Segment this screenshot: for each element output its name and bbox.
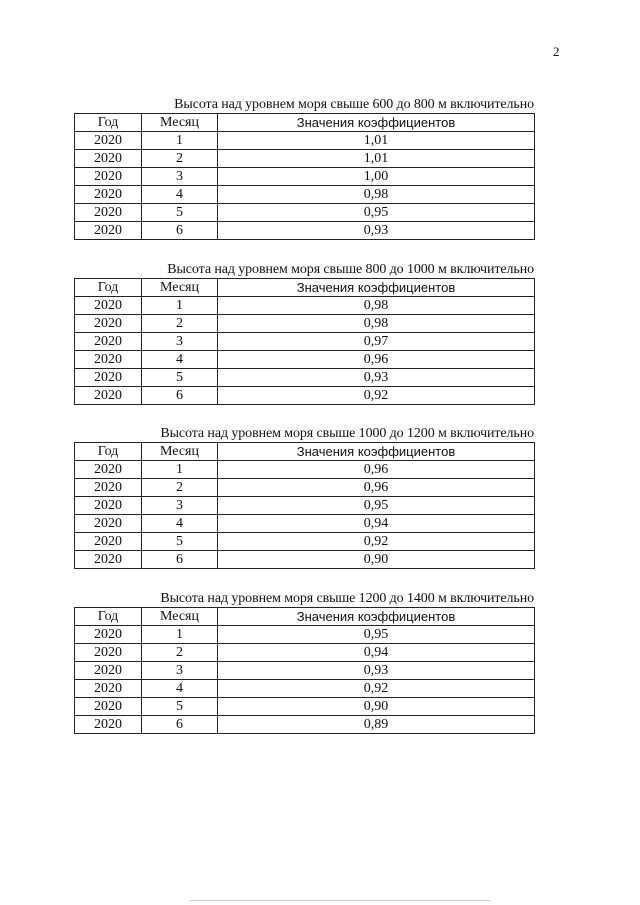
table-row <box>75 222 535 240</box>
table-row <box>75 626 535 644</box>
cell-month: 4 <box>142 186 218 204</box>
cell-value: 0,98 <box>218 315 535 333</box>
cell-month: 6 <box>142 222 218 240</box>
cell-value: 0,93 <box>218 222 535 240</box>
table-row <box>75 186 535 204</box>
cell-month: 6 <box>142 551 218 569</box>
cell-value: 0,98 <box>218 297 535 315</box>
cell-year: 2020 <box>75 497 142 515</box>
scan-edge-divider <box>190 900 490 901</box>
table-row <box>75 551 535 569</box>
header-year: Год <box>75 608 142 626</box>
coefficients-table <box>74 607 535 734</box>
header-month: Месяц <box>142 114 218 132</box>
cell-value: 0,96 <box>218 351 535 369</box>
cell-month: 1 <box>142 132 218 150</box>
header-year: Год <box>75 443 142 461</box>
table-row <box>75 168 535 186</box>
page-number: 2 <box>553 44 560 59</box>
table-row <box>75 644 535 662</box>
cell-month: 3 <box>142 662 218 680</box>
section-title: Высота над уровнем моря свыше 600 до 800 м включительно <box>174 97 534 112</box>
cell-year: 2020 <box>75 479 142 497</box>
table-header-row <box>75 608 535 626</box>
cell-value: 0,97 <box>218 333 535 351</box>
cell-month: 2 <box>142 150 218 168</box>
cell-month: 1 <box>142 626 218 644</box>
table-row <box>75 461 535 479</box>
cell-value: 0,98 <box>218 186 535 204</box>
header-value: Значения коэффициентов <box>218 279 535 297</box>
cell-month: 5 <box>142 698 218 716</box>
table-row <box>75 297 535 315</box>
cell-month: 6 <box>142 716 218 734</box>
table-row <box>75 204 535 222</box>
cell-month: 2 <box>142 479 218 497</box>
cell-value: 0,95 <box>218 204 535 222</box>
header-value: Значения коэффициентов <box>218 608 535 626</box>
cell-month: 1 <box>142 461 218 479</box>
header-value: Значения коэффициентов <box>218 114 535 132</box>
table-row <box>75 662 535 680</box>
table-row <box>75 479 535 497</box>
table-row <box>75 698 535 716</box>
altitude-section-600-800 <box>74 97 534 240</box>
header-month: Месяц <box>142 443 218 461</box>
cell-year: 2020 <box>75 168 142 186</box>
cell-month: 5 <box>142 369 218 387</box>
cell-year: 2020 <box>75 644 142 662</box>
cell-value: 0,95 <box>218 497 535 515</box>
table-row <box>75 515 535 533</box>
table-row <box>75 387 535 405</box>
cell-value: 0,95 <box>218 626 535 644</box>
cell-year: 2020 <box>75 333 142 351</box>
table-header-row <box>75 443 535 461</box>
cell-year: 2020 <box>75 150 142 168</box>
table-row <box>75 533 535 551</box>
cell-value: 0,92 <box>218 533 535 551</box>
cell-year: 2020 <box>75 297 142 315</box>
cell-year: 2020 <box>75 132 142 150</box>
coefficients-table <box>74 278 535 405</box>
cell-value: 0,92 <box>218 387 535 405</box>
table-row <box>75 497 535 515</box>
cell-month: 3 <box>142 333 218 351</box>
cell-year: 2020 <box>75 369 142 387</box>
section-title: Высота над уровнем моря свыше 1200 до 1400 м включительно <box>160 591 534 606</box>
coefficients-table <box>74 113 535 240</box>
cell-month: 2 <box>142 315 218 333</box>
cell-year: 2020 <box>75 533 142 551</box>
cell-value: 0,90 <box>218 551 535 569</box>
header-year: Год <box>75 114 142 132</box>
cell-value: 0,94 <box>218 644 535 662</box>
coefficients-table <box>74 442 535 569</box>
table-row <box>75 132 535 150</box>
cell-value: 0,89 <box>218 716 535 734</box>
cell-year: 2020 <box>75 716 142 734</box>
header-month: Месяц <box>142 608 218 626</box>
table-header-row <box>75 279 535 297</box>
cell-month: 3 <box>142 497 218 515</box>
table-row <box>75 716 535 734</box>
section-title: Высота над уровнем моря свыше 1000 до 1200 м включительно <box>160 426 534 441</box>
cell-value: 1,01 <box>218 132 535 150</box>
altitude-section-1200-1400 <box>74 591 534 734</box>
altitude-section-800-1000 <box>74 262 534 405</box>
section-title: Высота над уровнем моря свыше 800 до 1000 м включительно <box>167 262 534 277</box>
cell-month: 2 <box>142 644 218 662</box>
cell-month: 1 <box>142 297 218 315</box>
cell-month: 5 <box>142 533 218 551</box>
cell-year: 2020 <box>75 351 142 369</box>
cell-value: 0,94 <box>218 515 535 533</box>
table-row <box>75 369 535 387</box>
cell-value: 0,96 <box>218 461 535 479</box>
table-row <box>75 150 535 168</box>
altitude-section-1000-1200 <box>74 426 534 569</box>
cell-year: 2020 <box>75 698 142 716</box>
cell-value: 0,96 <box>218 479 535 497</box>
cell-year: 2020 <box>75 461 142 479</box>
cell-year: 2020 <box>75 204 142 222</box>
cell-year: 2020 <box>75 662 142 680</box>
cell-year: 2020 <box>75 222 142 240</box>
cell-month: 4 <box>142 680 218 698</box>
cell-year: 2020 <box>75 515 142 533</box>
cell-value: 0,90 <box>218 698 535 716</box>
table-row <box>75 333 535 351</box>
table-header-row <box>75 114 535 132</box>
cell-month: 5 <box>142 204 218 222</box>
cell-year: 2020 <box>75 387 142 405</box>
cell-month: 6 <box>142 387 218 405</box>
table-row <box>75 315 535 333</box>
cell-value: 0,93 <box>218 662 535 680</box>
cell-year: 2020 <box>75 551 142 569</box>
header-value: Значения коэффициентов <box>218 443 535 461</box>
table-row <box>75 680 535 698</box>
cell-year: 2020 <box>75 680 142 698</box>
cell-month: 4 <box>142 515 218 533</box>
cell-month: 4 <box>142 351 218 369</box>
cell-year: 2020 <box>75 315 142 333</box>
cell-year: 2020 <box>75 626 142 644</box>
cell-value: 0,92 <box>218 680 535 698</box>
cell-month: 3 <box>142 168 218 186</box>
header-month: Месяц <box>142 279 218 297</box>
cell-value: 1,00 <box>218 168 535 186</box>
table-row <box>75 351 535 369</box>
header-year: Год <box>75 279 142 297</box>
cell-year: 2020 <box>75 186 142 204</box>
cell-value: 0,93 <box>218 369 535 387</box>
cell-value: 1,01 <box>218 150 535 168</box>
